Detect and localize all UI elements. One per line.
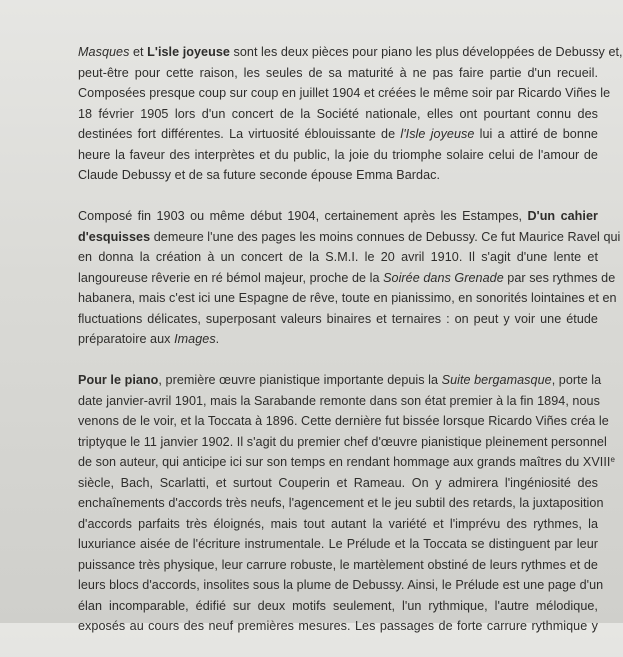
text-line	[78, 83, 611, 104]
text-run: et	[129, 45, 148, 59]
text-line	[78, 493, 604, 514]
text-run: .	[215, 332, 220, 346]
text-run: luxuriance aisée de l'écriture instrumentale. Le Prélude et la Toccata se distinguent par leur	[78, 537, 598, 551]
text-line	[78, 575, 604, 596]
text-run: d'accords parfaits très éloignés, mais tout autant la variété et l'imprévu des rythmes, la	[78, 516, 598, 531]
bold-title: Pour le piano	[78, 373, 159, 387]
text-run: Composé fin 1903 ou même début 1904, certainement après les Estampes,	[78, 209, 528, 223]
superscript: e	[610, 455, 615, 464]
text-run: de son auteur, qui anticipe ici sur son temps en rendant hommage aux grands maîtres du XVIII	[78, 455, 611, 469]
text-run: leurs blocs d'accords, insolites sous la plume de Debussy. Ainsi, le Prélude est une page d'un	[78, 578, 604, 592]
italic-title: Masques	[78, 45, 130, 59]
text-line	[78, 432, 607, 453]
text-line	[78, 42, 623, 63]
text-line	[78, 227, 621, 248]
text-line	[78, 473, 598, 494]
paragraph-2	[78, 206, 621, 350]
text-line	[78, 63, 598, 84]
text-line	[78, 411, 609, 432]
text-line	[78, 596, 598, 617]
text-line	[78, 391, 598, 412]
text-line	[78, 370, 602, 391]
text-line	[78, 514, 598, 535]
italic-title: Images	[174, 332, 216, 346]
bold-title: L'isle joyeuse	[147, 45, 230, 59]
text-line	[78, 534, 598, 555]
text-run: Claude Debussy et de sa future seconde épouse Emma Bardac.	[78, 168, 441, 182]
text-run: heure la faveur des interprètes et du public, la joie du triomphe solaire celui de l'amour de	[78, 147, 598, 162]
text-run: peut-être pour cette raison, les seules de sa maturité à ne pas faire partie d'un recueil.	[78, 65, 598, 80]
text-run: par ses rythmes de	[503, 270, 616, 285]
text-line	[78, 145, 598, 166]
text-line	[78, 452, 615, 473]
text-run: Composées presque coup sur coup en juillet 1904 et créées le même soir par Ricardo Viñes le	[78, 86, 611, 100]
paragraph-3	[78, 370, 615, 637]
text-run: puissance très physique, leur carrure robuste, le martèlement obstiné de leurs rythmes et de	[78, 557, 598, 572]
text-run: élan incomparable, édifié sur deux motifs seulement, l'un rythmique, l'autre mélodique,	[78, 598, 598, 613]
italic-title: Soirée dans Grenade	[383, 270, 504, 285]
italic-title: Suite bergamasque	[441, 373, 552, 387]
text-run: préparatoire aux	[78, 332, 175, 346]
text-line	[78, 104, 598, 125]
text-run: en donna la création à un concert de la S.M.I. le 20 avril 1910. Il s'agit d'une lente et	[78, 250, 598, 264]
text-run: , porte la	[551, 373, 602, 387]
text-run: sont les deux pièces pour piano les plus développées de Debussy et,	[229, 45, 623, 59]
text-run: date janvier-avril 1901, mais la Sarabande remonte dans son état premier à la fin 1894, nous	[78, 393, 600, 408]
text-run: siècle, Bach, Scarlatti, et surtout Couperin et Rameau. On y admirera l'ingéniosité des	[78, 475, 598, 490]
text-line	[78, 288, 617, 309]
text-line	[78, 247, 598, 268]
text-line	[78, 616, 598, 637]
text-run: 18 février 1905 lors d'un concert de la Société nationale, elles ont pourtant connu des	[78, 106, 598, 121]
text-line	[78, 309, 598, 330]
text-run: lui a attiré de bonne	[474, 127, 598, 141]
text-run: enchaînements d'accords très neufs, l'agencement et le jeu subtil des retards, la juxtaposition	[78, 496, 604, 510]
paragraph-1	[78, 42, 623, 186]
bold-title: D'un cahier	[527, 209, 598, 223]
text-line	[78, 555, 598, 576]
text-run: destinées fort différentes. La virtuosité éblouissante de	[78, 127, 401, 141]
text-run: venons de le voir, et la Toccata à 1896. Cette dernière fut bissée lorsque Ricardo Viñes créa le	[78, 414, 609, 428]
text-run: fluctuations délicates, superposant valeurs binaires et ternaires : on peut y voir une étude	[78, 311, 598, 326]
bold-title: d'esquisses	[78, 229, 151, 244]
text-line	[78, 268, 616, 289]
text-run: langoureuse rêverie en ré bémol majeur, proche de la	[78, 270, 384, 285]
text-line	[78, 165, 598, 186]
text-run: exposés au cours des neuf premières mesures. Les passages de forte carrure rythmique y	[78, 619, 598, 633]
text-run: , première œuvre pianistique importante depuis la	[158, 373, 442, 387]
italic-title: l'Isle joyeuse	[400, 127, 475, 141]
text-run: demeure l'une des pages les moins connues de Debussy. Ce fut Maurice Ravel qui	[150, 229, 621, 244]
text-line	[78, 329, 598, 350]
text-line	[78, 124, 598, 145]
text-run: triptyque le 11 janvier 1902. Il s'agit du premier chef d'œuvre pianistique pleinement personnel	[78, 434, 607, 449]
text-line	[78, 206, 598, 227]
liner-notes-text	[78, 42, 623, 657]
text-run: habanera, mais c'est ici une Espagne de rêve, toute en pianissimo, en sonorités lointaines et en	[78, 291, 617, 305]
